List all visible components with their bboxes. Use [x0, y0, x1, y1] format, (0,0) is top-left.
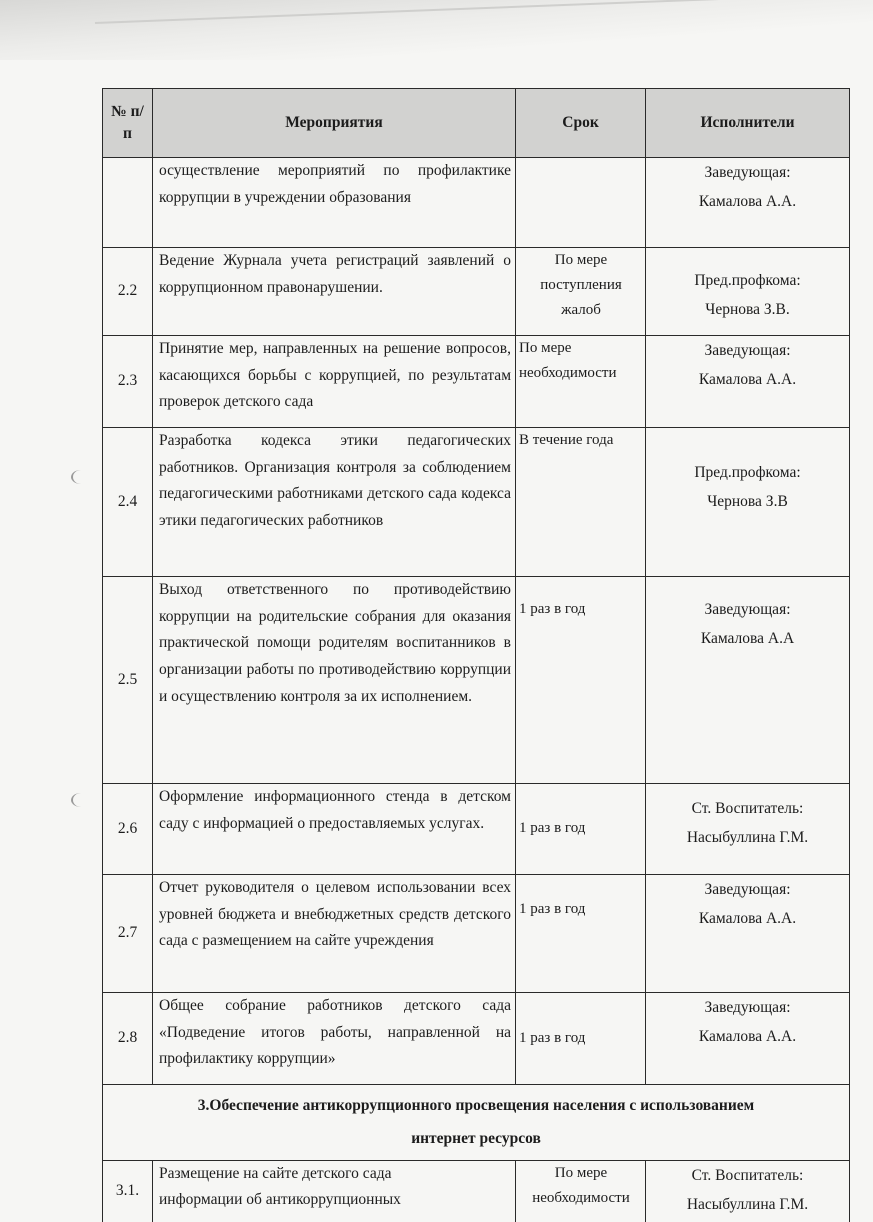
table-row	[103, 875, 850, 993]
executor-name: Камалова А.А.	[698, 1028, 797, 1046]
table-header-row	[103, 89, 850, 158]
punch-hole	[71, 470, 91, 484]
table-row	[103, 993, 850, 1085]
punch-hole	[71, 793, 91, 807]
table-row	[103, 577, 850, 784]
row-term: По мере поступления жалоб	[516, 248, 646, 336]
executor-role: Ст. Воспитатель:	[691, 800, 804, 817]
row-activity	[153, 1160, 516, 1222]
row-term: 1 раз в год	[516, 784, 646, 875]
row-term: 1 раз в год	[516, 875, 646, 993]
row-num: 2.6	[103, 784, 153, 875]
table-row	[103, 1160, 850, 1222]
executor-name: Камалова А.А	[700, 630, 795, 648]
executor-role: Заведующая:	[704, 601, 791, 618]
row-num	[103, 158, 153, 248]
row-num: 2.2	[103, 248, 153, 336]
row-term	[516, 158, 646, 248]
table-row	[103, 248, 850, 336]
row-executors	[646, 1160, 850, 1222]
row-num: 2.7	[103, 875, 153, 993]
table-row	[103, 158, 850, 248]
executor-name: Камалова А.А.	[698, 371, 797, 389]
executor-role: Заведующая:	[704, 342, 791, 359]
executor-name: Насыбуллина Г.М.	[686, 1196, 809, 1214]
section-3-line2: интернет ресурсов	[411, 1130, 541, 1148]
header-activity: Мероприятия	[153, 89, 516, 158]
row-executors	[646, 577, 850, 784]
executor-role: Заведующая:	[704, 881, 791, 898]
executor-role: Пред.профкома:	[694, 464, 801, 481]
row-activity: Отчет руководителя о целевом использовании всех уровней бюджета и внебюджетных средств детского сада с размещением на сайте учреждения	[153, 875, 516, 993]
row-activity: Ведение Журнала учета регистраций заявлений о коррупционном правонарушении.	[153, 248, 516, 336]
activity-line: Размещение на сайте детского сада	[159, 1164, 392, 1182]
row-activity: Выход ответственного по противодействию коррупции на родительские собрания для оказания практической помощи родителям воспитанников в организации работы по противодействию коррупции и осуществлению контроля за их исполнением.	[153, 577, 516, 784]
header-num: № п/п	[103, 89, 153, 158]
executor-name: Чернова З.В.	[705, 301, 790, 319]
row-activity: осуществление мероприятий по профилактике коррупции в учреждении образования	[153, 158, 516, 248]
row-term: По мере необходимости	[516, 336, 646, 428]
row-activity: Оформление информационного стенда в детском саду с информацией о предоставляемых услугах.	[153, 784, 516, 875]
row-num: 2.3	[103, 336, 153, 428]
section-3-title	[103, 1085, 850, 1161]
row-num: 2.8	[103, 993, 153, 1085]
row-executors	[646, 875, 850, 993]
row-num: 2.5	[103, 577, 153, 784]
header-term: Срок	[516, 89, 646, 158]
row-term: В течение года	[516, 428, 646, 577]
executor-role: Заведующая:	[704, 999, 791, 1016]
row-executors	[646, 784, 850, 875]
row-activity: Общее собрание работников детского сада «Подведение итогов работы, направленной на профилактику коррупции»	[153, 993, 516, 1085]
row-executors	[646, 993, 850, 1085]
row-activity: Принятие мер, направленных на решение вопросов, касающихся борьбы с коррупцией, по результатам проверок детского сада	[153, 336, 516, 428]
executor-name: Чернова З.В	[707, 493, 788, 511]
row-num: 3.1.	[103, 1160, 153, 1222]
executor-name: Камалова А.А.	[698, 193, 797, 211]
row-term: По мере необходимости	[516, 1160, 646, 1222]
table-row	[103, 784, 850, 875]
row-term: 1 раз в год	[516, 577, 646, 784]
table-row	[103, 336, 850, 428]
executor-role: Пред.профкома:	[694, 272, 801, 289]
row-activity: Разработка кодекса этики педагогических работников. Организация контроля за соблюдением педагогическими работниками детского сада кодекса этики педагогических работников	[153, 428, 516, 577]
section-3-line1: 3.Обеспечение антикоррупционного просвещения населения с использованием	[197, 1097, 755, 1114]
row-executors	[646, 336, 850, 428]
section-3-row	[103, 1085, 850, 1161]
executor-role: Ст. Воспитатель:	[691, 1166, 804, 1184]
executor-name: Камалова А.А.	[698, 910, 797, 928]
row-term: 1 раз в год	[516, 993, 646, 1085]
activity-line: информации об антикоррупционных	[159, 1191, 401, 1209]
row-executors	[646, 428, 850, 577]
row-num: 2.4	[103, 428, 153, 577]
executor-role: Заведующая:	[704, 164, 791, 181]
anticorruption-plan-table	[102, 88, 850, 1222]
table-row	[103, 428, 850, 577]
row-executors	[646, 248, 850, 336]
row-executors	[646, 158, 850, 248]
executor-name: Насыбуллина Г.М.	[686, 829, 809, 847]
header-executors: Исполнители	[646, 89, 850, 158]
